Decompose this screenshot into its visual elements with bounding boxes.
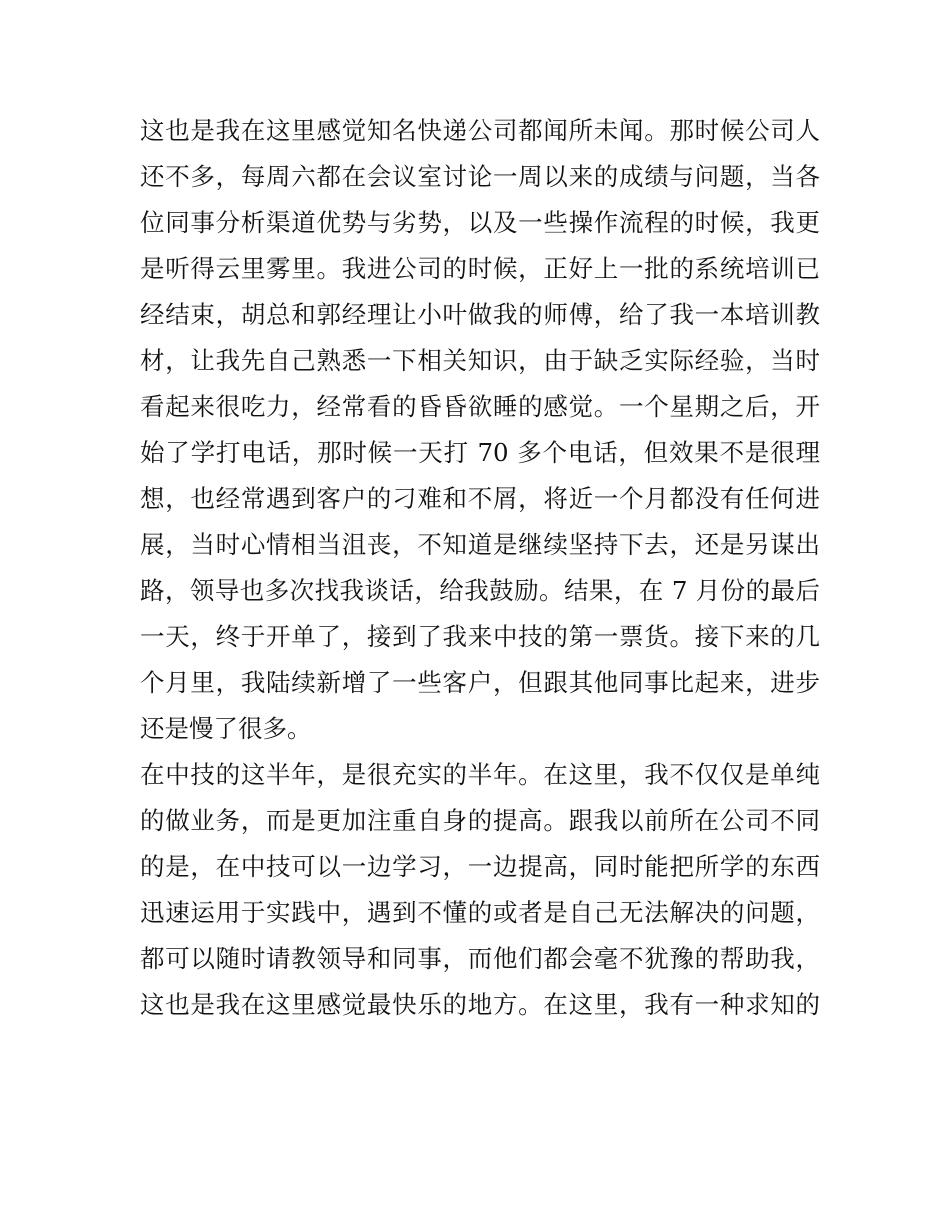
text-line: 材，让我先自己熟悉一下相关知识，由于缺乏实际经验，当时	[140, 346, 820, 375]
paragraph-2	[140, 752, 820, 1028]
paragraph-1	[140, 108, 820, 752]
text-line: 个月里，我陆续新增了一些客户，但跟其他同事比起来，进步	[140, 668, 820, 697]
text-line: 迅速运用于实践中，遇到不懂的或者是自己无法解决的问题，	[140, 898, 820, 927]
text-line: 路，领导也多次找我谈话，给我鼓励。结果，在 7 月份的最后	[140, 576, 820, 605]
text-line: 这也是我在这里感觉知名快递公司都闻所未闻。那时候公司人	[140, 116, 820, 145]
text-line: 始了学打电话，那时候一天打 70 多个电话，但效果不是很理	[140, 438, 820, 467]
text-line: 的是，在中技可以一边学习，一边提高，同时能把所学的东西	[140, 852, 820, 881]
text-line: 都可以随时请教领导和同事，而他们都会毫不犹豫的帮助我，	[140, 944, 820, 973]
text-line: 是听得云里雾里。我进公司的时候，正好上一批的系统培训已	[140, 254, 820, 283]
text-line: 展，当时心情相当沮丧，不知道是继续坚持下去，还是另谋出	[140, 530, 820, 559]
text-line: 在中技的这半年，是很充实的半年。在这里，我不仅仅是单纯	[140, 760, 820, 789]
text-line: 还不多，每周六都在会议室讨论一周以来的成绩与问题，当各	[140, 162, 820, 191]
document-body	[140, 108, 820, 1028]
text-line: 位同事分析渠道优势与劣势，以及一些操作流程的时候，我更	[140, 208, 820, 237]
text-line: 的做业务，而是更加注重自身的提高。跟我以前所在公司不同	[140, 806, 820, 835]
text-line: 这也是我在这里感觉最快乐的地方。在这里，我有一种求知的	[140, 990, 820, 1019]
text-line: 还是慢了很多。	[140, 714, 312, 743]
text-line: 想，也经常遇到客户的刁难和不屑，将近一个月都没有任何进	[140, 484, 820, 513]
text-line: 经结束，胡总和郭经理让小叶做我的师傅，给了我一本培训教	[140, 300, 820, 329]
text-line: 一天，终于开单了，接到了我来中技的第一票货。接下来的几	[140, 622, 820, 651]
text-line: 看起来很吃力，经常看的昏昏欲睡的感觉。一个星期之后，开	[140, 392, 820, 421]
